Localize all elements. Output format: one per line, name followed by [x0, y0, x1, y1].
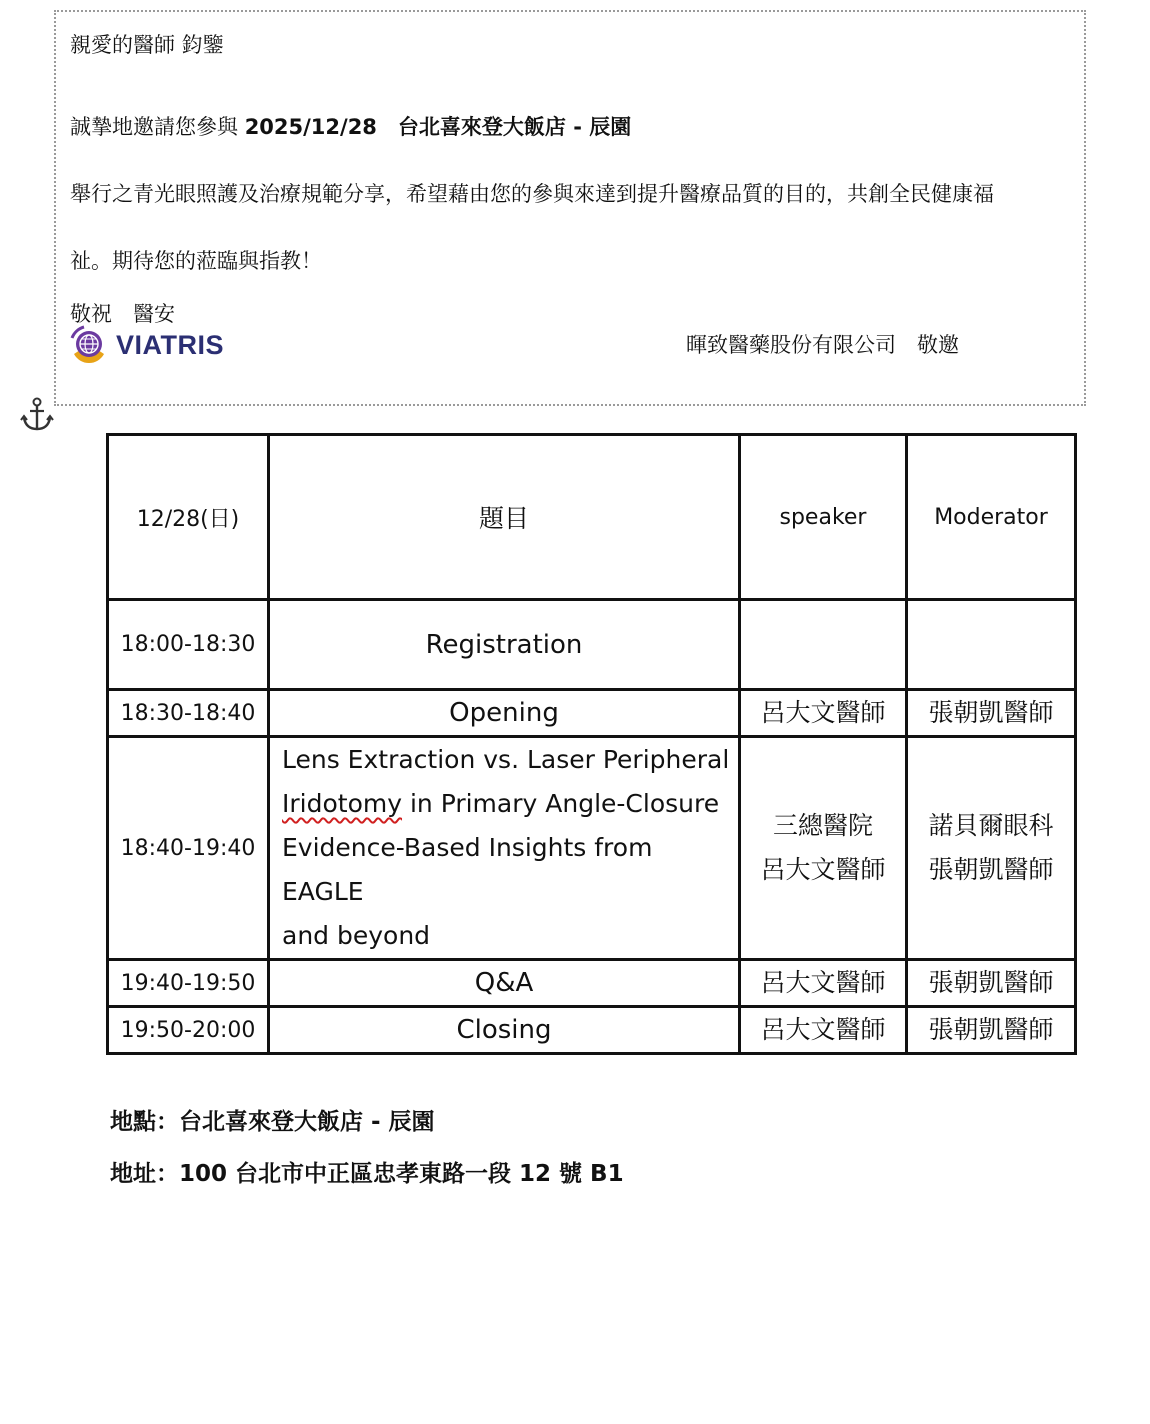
time-cell: 19:50-20:00 [108, 1007, 269, 1054]
header-date: 12/28(日) [108, 435, 269, 600]
topic-line-rest: in Primary Angle-Closure [402, 789, 720, 818]
table-header-row [108, 435, 1076, 600]
header-moderator: Moderator [907, 435, 1076, 600]
invitation-prefix: 誠摯地邀請您參與 [70, 115, 245, 139]
moderator-cell [907, 600, 1076, 690]
event-date-venue: 2025/12/28 台北喜來登大飯店 - 辰園 [244, 115, 632, 139]
table-row [108, 690, 1076, 737]
invitation-textbox[interactable] [54, 10, 1086, 406]
topic-cell [269, 737, 740, 960]
moderator-cell: 張朝凱醫師 [907, 690, 1076, 737]
speaker-cell [740, 600, 907, 690]
viatris-globe-icon [68, 324, 110, 366]
topic-cell: Opening [269, 690, 740, 737]
moderator-cell: 張朝凱醫師 [907, 1007, 1076, 1054]
topic-cell: Closing [269, 1007, 740, 1054]
time-cell: 19:40-19:50 [108, 960, 269, 1007]
venue-address: 地址：100 台北市中正區忠孝東路一段 12 號 B1 [110, 1161, 624, 1187]
time-cell: 18:00-18:30 [108, 600, 269, 690]
topic-line: Lens Extraction vs. Laser Peripheral [282, 745, 730, 774]
topic-line: Evidence-Based Insights from EAGLE [282, 833, 653, 906]
speaker-cell [740, 737, 907, 960]
company-signature: 暉致醫藥股份有限公司 敬邀 [686, 333, 959, 357]
moderator-cell: 張朝凱醫師 [907, 960, 1076, 1007]
header-speaker: speaker [740, 435, 907, 600]
moderator-cell [907, 737, 1076, 960]
speaker-hospital: 三總醫院 [772, 811, 873, 840]
closing-salutation: 敬祝 醫安 [70, 302, 175, 326]
anchor-icon[interactable] [20, 396, 54, 434]
viatris-logo [68, 322, 224, 368]
speaker-cell: 呂大文醫師 [740, 1007, 907, 1054]
venue-location: 地點：台北喜來登大飯店 - 辰園 [110, 1109, 435, 1135]
topic-cell: Registration [269, 600, 740, 690]
invitation-body-line-1: 舉行之青光眼照護及治療規範分享，希望藉由您的參與來達到提升醫療品質的目的，共創全民健康福 [70, 182, 994, 206]
topic-line [282, 782, 730, 826]
speaker-name: 呂大文醫師 [760, 855, 886, 884]
topic-cell: Q&A [269, 960, 740, 1007]
table-row [108, 1007, 1076, 1054]
moderator-clinic: 諾貝爾眼科 [928, 811, 1054, 840]
spellcheck-word[interactable]: Iridotomy [282, 789, 403, 818]
agenda-table [106, 433, 1077, 1055]
invitation-body-line-2: 祉。期待您的蒞臨與指教！ [70, 249, 322, 273]
speaker-cell: 呂大文醫師 [740, 690, 907, 737]
table-row [108, 960, 1076, 1007]
moderator-name: 張朝凱醫師 [928, 855, 1054, 884]
logo-wordmark: VIATRIS [116, 329, 225, 360]
time-cell: 18:30-18:40 [108, 690, 269, 737]
invitation-line [70, 112, 631, 142]
time-cell: 18:40-19:40 [108, 737, 269, 960]
header-topic: 題目 [269, 435, 740, 600]
greeting: 親愛的醫師 鈞鑒 [70, 33, 224, 57]
speaker-cell: 呂大文醫師 [740, 960, 907, 1007]
table-row [108, 737, 1076, 960]
topic-line: and beyond [282, 921, 431, 950]
table-row [108, 600, 1076, 690]
